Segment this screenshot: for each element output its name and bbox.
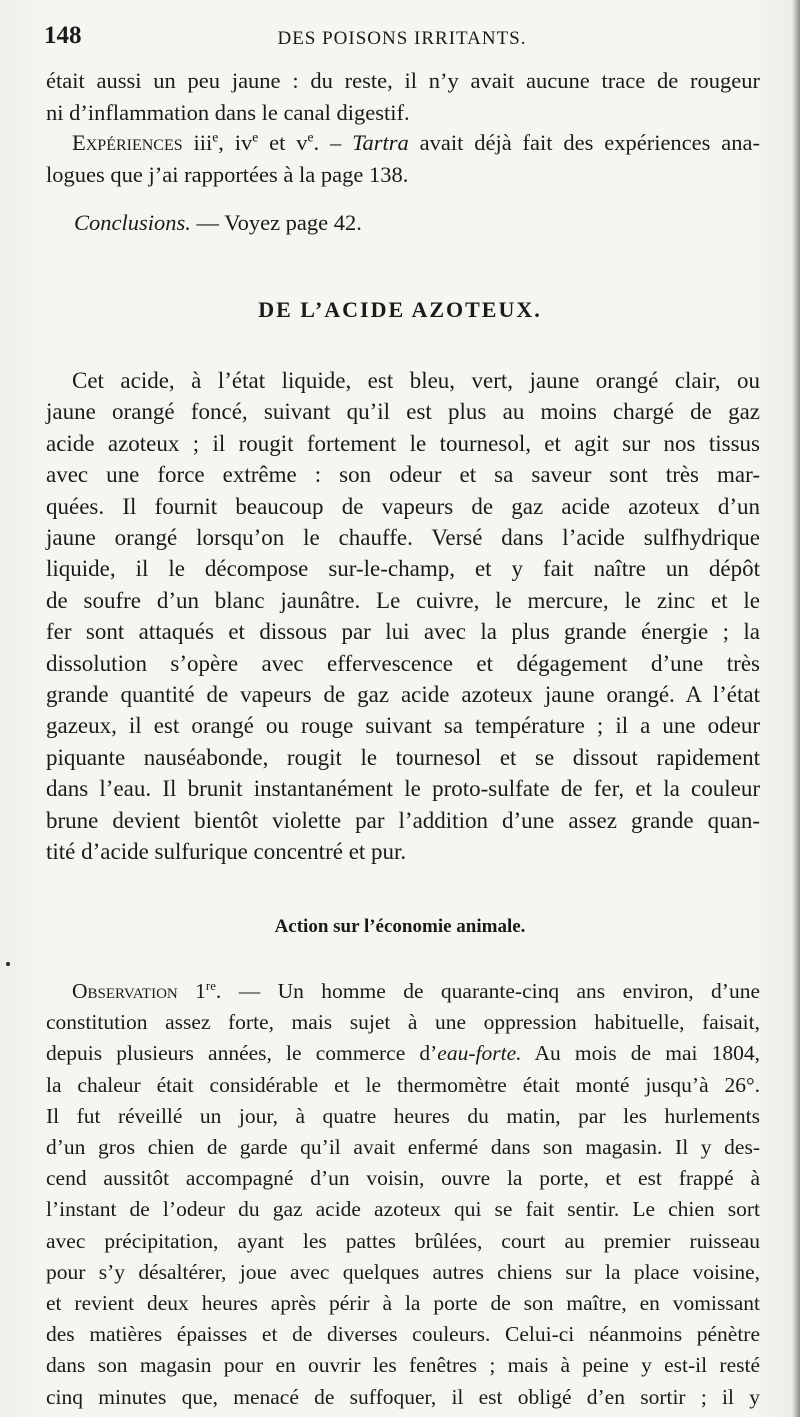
text-line: Il fut réveillé un jour, à quatre heures du matin, par les hurlements [46, 1103, 760, 1128]
text-line [46, 976, 760, 1007]
text-line: quées. Il fournit beaucoup de vapeurs de gaz acide azoteux d’un [46, 493, 760, 519]
conclusions-label: Conclusions. [74, 210, 191, 235]
paragraph-observation [46, 976, 760, 1413]
page-header [44, 22, 760, 56]
text-line: l’instant de l’odeur du gaz acide azoteux qui se fait sentir. Le chien sort [46, 1197, 760, 1222]
superscript: re [205, 978, 216, 993]
observation-label: Observation 1 [72, 979, 206, 1003]
superscript: e [307, 129, 314, 145]
text-line: des matières épaisses et de diverses couleurs. Celui-ci néanmoins pénètre [46, 1322, 760, 1347]
text-line: liquide, il le décompose sur-le-champ, et y fait naître un dépôt [46, 556, 760, 582]
section-title: DE L’ACIDE AZOTEUX. [258, 297, 542, 322]
text-line: fer sont attaqués et dissous par lui avec la plus grande énergie ; la [46, 619, 760, 645]
dash: . – [313, 130, 353, 155]
text-line: et revient deux heures après périr à la porte de son maître, en vomissant [46, 1291, 760, 1316]
text-line: ni d’inflammation dans le canal digestif. [46, 99, 410, 125]
text-line: de soufre d’un blanc jaunâtre. Le cuivre, le mercure, le zinc et le [46, 587, 760, 613]
text-fragment: depuis plusieurs années, le commerce d’ [46, 1041, 438, 1066]
numeral: iii [193, 130, 213, 155]
subheading: Action sur l’économie animale. [274, 916, 526, 937]
text-line: logues que j’ai rapportées à la page 138. [46, 161, 409, 187]
text-line: acide azoteux ; il rougit fortement le tournesol, et agit sur nos tissus [46, 430, 760, 456]
numeral: et v [258, 130, 308, 155]
text-line: jaune orangé foncé, suivant qu’il est plus au moins chargé de gaz [46, 399, 760, 425]
text-fragment: Au mois de mai 1804, [521, 1041, 760, 1066]
text-line: pour s’y désaltérer, joue avec quelques autres chiens sur la place voisine, [46, 1259, 760, 1284]
text-line: cend aussitôt accompagné d’un voisin, ouvre la porte, et est frappé à [46, 1166, 760, 1191]
text-line: Cet acide, à l’état liquide, est bleu, vert, jaune orangé clair, ou [72, 368, 760, 393]
page-number: 148 [44, 22, 82, 49]
text-line: avec une force extrême : son odeur et sa saveur sont très mar- [46, 462, 760, 488]
superscript: e [212, 129, 219, 145]
text-fragment: . — Un homme de quarante-cinq ans environ, d’une [215, 979, 760, 1003]
paragraph-experiences [46, 127, 760, 190]
text-line: gazeux, il est orangé ou rouge suivant sa température ; il a une odeur [46, 713, 760, 739]
text-line: constitution assez forte, mais sujet à une oppression habituelle, faisait, [46, 1010, 760, 1035]
text-fragment: avait déjà fait des expériences ana- [408, 130, 760, 155]
numeral: , iv [218, 130, 253, 155]
text-line: brune devient bientôt violette par l’addition d’une assez grande quan- [46, 807, 760, 833]
text-line: dissolution s’opère avec effervescence et dégagement d’une très [46, 650, 760, 676]
text-line [46, 1038, 760, 1069]
paragraph-continuation [46, 65, 760, 128]
text-line: cinq minutes que, menacé de suffoquer, il est obligé d’en sortir ; il y [46, 1384, 760, 1409]
text-line: d’un gros chien de garde qu’il avait enfermé dans son magasin. Il y des- [46, 1135, 760, 1160]
paragraph-description [46, 365, 760, 868]
text-line: jaune orangé lorsqu’on le chauffe. Versé dans l’acide sulfhydrique [46, 525, 760, 551]
conclusions-text: — Voyez page 42. [190, 210, 362, 235]
text-line: dans l’eau. Il brunit instantanément le proto-sulfate de fer, et la couleur [46, 776, 760, 802]
text-line: la chaleur était considérable et le thermomètre était monté jusqu’à 26°. [46, 1072, 760, 1097]
text-line: tité d’acide sulfurique concentré et pur. [46, 839, 407, 865]
italic-term: eau-forte. [437, 1041, 522, 1066]
text-line [46, 127, 760, 159]
superscript: e [252, 129, 259, 145]
margin-mark [6, 962, 10, 966]
text-line: était aussi un peu jaune : du reste, il n’y avait aucune trace de rougeur [46, 68, 760, 93]
text-line: dans son magasin pour en ouvrir les fenêtres ; mais à peine y est-il resté [46, 1353, 760, 1378]
author-name: Tartra [352, 130, 409, 155]
text-line: piquante nauséabonde, rougit le tournesol et se dissout rapidement [46, 744, 760, 770]
conclusions-line [74, 210, 362, 236]
text-line: avec précipitation, ayant les pattes brûlées, court au premier ruisseau [46, 1228, 760, 1253]
running-head: DES POISONS IRRITANTS. [277, 28, 527, 49]
experiences-label: Expériences [72, 130, 183, 155]
text-line: grande quantité de vapeurs de gaz acide azoteux jaune orangé. A l’état [46, 682, 760, 708]
page-edge-shadow [792, 0, 800, 1417]
